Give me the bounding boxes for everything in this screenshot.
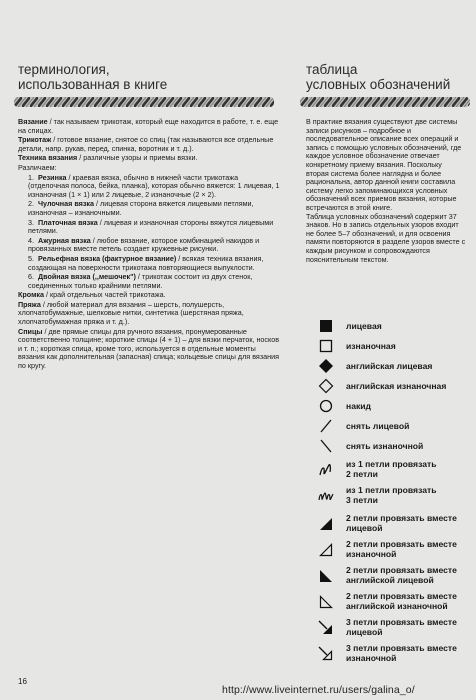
empty-square-icon [318,338,334,354]
filled-diamond-icon [318,358,334,374]
back-slash-icon [318,438,334,454]
circle-icon [318,398,334,414]
knit-kind-item: 5. Рельефная вязка (фактурное вязание) / всякая техника вязания, создающая на поверхности трикотажа повторяющиеся выпуклости. [28,253,264,272]
filled-arrow-triangle-icon [318,620,334,636]
right-heading-line-2: условных обозначений [306,77,451,92]
watermark-url: http://www.liveinternet.ru/users/galina_o/ [222,684,415,696]
left-heading-line-1: терминология, [18,62,110,77]
terminology-column [18,118,280,372]
term-entry: Трикотаж / готовое вязание, снятое со спиц (так называются все отдельные детали, напр. рукав, перед, спинка, воротник и т. д.). [18,135,274,153]
knit-kind-item: 2. Чулочная вязка / лицевая сторона вяжется лицевыми петлями, изнаночная – изнаночными. [28,199,254,217]
left-heading-line-2: использованная в книге [18,77,168,92]
rope-divider-right [300,97,470,107]
double-loop-icon [318,462,334,478]
intro-paragraph: Таблица условных обозначений содержит 37 знаков. Но в запись отдельных узоров входит не более 5–7 обозначений, и для освоения памяти повторяются в разделе узоров вместе с каждым рисунком и сопровождаются пояснительным текстом. [306,211,466,264]
knit-kind-item: 4. Ажурная вязка / любое вязание, которое комбинацией накидов и провязанных вместе петель создает кружевные рисунки. [28,235,260,254]
symbols-intro-column [306,118,466,264]
term-entry: Пряжа / любой материал для вязания – шерсть, полушерсть, хлопчатобумажные, шелковые нитки, синтетика (шерстяная пряжа, хлопчатобумажная пряжа и т. д.). [18,299,244,327]
intro-paragraph: В практике вязания существуют две системы записи рисунков – подробное и последовательное описание всех операций и запись с помощью условных обозначений, где каждое условное обозначение отвечает конкретному приему вязания. Поскольку вторая система более наглядна и более рациональна, автор данной книги составила систему легко запоминающихся условных обозначений всех приемов вязания, которые встречаются в этой книге. [306,117,462,212]
page-number: 16 [18,677,27,686]
empty-diamond-icon [318,378,334,394]
term-entry: Вязание / так называем трикотаж, который еще находится в работе, т. е. еще на спицах. [18,117,279,135]
filled-square-icon [318,318,334,334]
rope-divider-left [14,97,274,107]
term-entry: Кромка / край отдельных частей трикотажа. [18,290,166,300]
empty-triangle-right-icon [318,542,334,558]
knit-kind-item: 6. Двойная вязка (,,мешочек") / трикотаж состоит из двух стенок, соединенных только крайними петлями. [28,272,253,290]
knit-kind-item: 3. Платочная вязка / лицевая и изнаночная стороны вяжутся лицевыми петлями. [28,217,274,236]
filled-triangle-right-icon [318,516,334,532]
empty-arrow-triangle-icon [318,646,334,662]
left-heading [18,62,167,92]
right-heading [306,62,450,92]
forward-slash-icon [318,418,334,434]
knit-kind-item: 1. Резинка / краевая вязка, обычно в нижней части трикотажа (отделочная полоса, бейка, планка), которая обычно вяжется: 1 лицевая, 1 изнаночная (1 × 1) или 2 лицевые, 2 изнаночные (2 × 2). [28,172,280,199]
book-page: терминология, использованная в книге таблица условных обозначений Вязание / так называем трикотаж, который еще находится в работе, т. е. еще на спицах. Трикотаж / готовое вязание, снятое со спиц (так называются все отдельные детали, напр. рукав, перед, спинка, воротник и т. д.). Техника вязания / различные узоры и приемы вязки. Различаем: 1. Резинка / краевая вязка, обычно в нижней части трикотажа (отделочная полоса, бейка, планка), которая обычно вяжется: 1 лицевая, 1 изнаночная (1 × 1) или 2 лицевые, 2 изнаночные (2 × 2). 2. Чулочная вязка / лицевая сторона вяжется лицевыми петлями, изнаночная – изнаночными. 3. Платочная вязка / лицевая и изнаночная стороны вяжутся лицевыми петлями. 4. Ажурная вязка / любое вязание, которое комбинацией накидов и провязанных вместе петель создает кружевные рисунки. 5. Рельефная вязка (фактурное вязание) / всякая техника вязания, создающая на поверхности трикотажа повторяющиеся выпуклости. 6. Двойная вязка (,,мешочек") / трикотаж состоит из двух стенок, соединенных только крайними петлями. Кромка / край отдельных частей трикотажа. Пряжа / любой материал для вязания – шерсть, полушерсть, хлопчатобумажные, шелковые нитки, синтетика (шерстяная пряжа, хлопчатобумажная пряжа и т. д.). Спицы / две прямые спицы для ручного вязания, пронумерованные соответственно толщине; короткие спицы (4 + 1) – для вязки перчаток, носков и т. п.; короткая спица, кроме того, используется в отдельные моменты вязания как дополнительная (запасная) спица; кольцевые спицы для вязания по кругу. В практике вязания существуют две системы записи рисунков – подробное и последовательное описание всех операций и запись с помощью условных обозначений, где каждое условное обозначение отвечает конкретному приему вязания. Поскольку вторая система более наглядна и более рациональна, автор данной книги составила систему легко запоминающихся условных обозначений всех приемов вязания, которые встречаются в этой книге. Таблица условных обозначений содержит 37 знаков. Но в запись отдельных узоров входит не более 5–7 обозначений, и для освоения памяти повторяются в разделе узоров вместе с каждым рисунком и сопровождаются пояснительным текстом. лицевая изнаночная английская лицевая английская изнаночная накид снять лицевой снять изнаночной из 1 петли провязать 2 петли из 1 петли провязать 3 петли 2 петли провязать вместе лицевой 2 петли провязать вместе изнаночной 2 петли провязать вместе английской лицевой 2 петли провязать вместе английской изнаночной 3 петли провязать вместе лицевой 3 петли провязать вместе изнаночной 16 http://www.liveinternet.ru/users/galina_o/ [0,0,476,700]
filled-triangle-left-icon [318,568,334,584]
triple-loop-icon [318,488,334,504]
distinguish-label: Различаем: [18,162,57,172]
term-entry: Техника вязания / различные узоры и приемы вязки. [18,153,198,163]
term-entry: Спицы / две прямые спицы для ручного вязания, пронумерованные соответственно толщине; короткие спицы (4 + 1) – для вязки перчаток, носков и т. п.; короткая спица, кроме того, используется в отдельные моменты вязания как дополнительная (запасная) спица; кольцевые спицы для вязания по кругу. [18,326,280,371]
right-heading-line-1: таблица [306,62,358,77]
empty-triangle-left-icon [318,594,334,610]
